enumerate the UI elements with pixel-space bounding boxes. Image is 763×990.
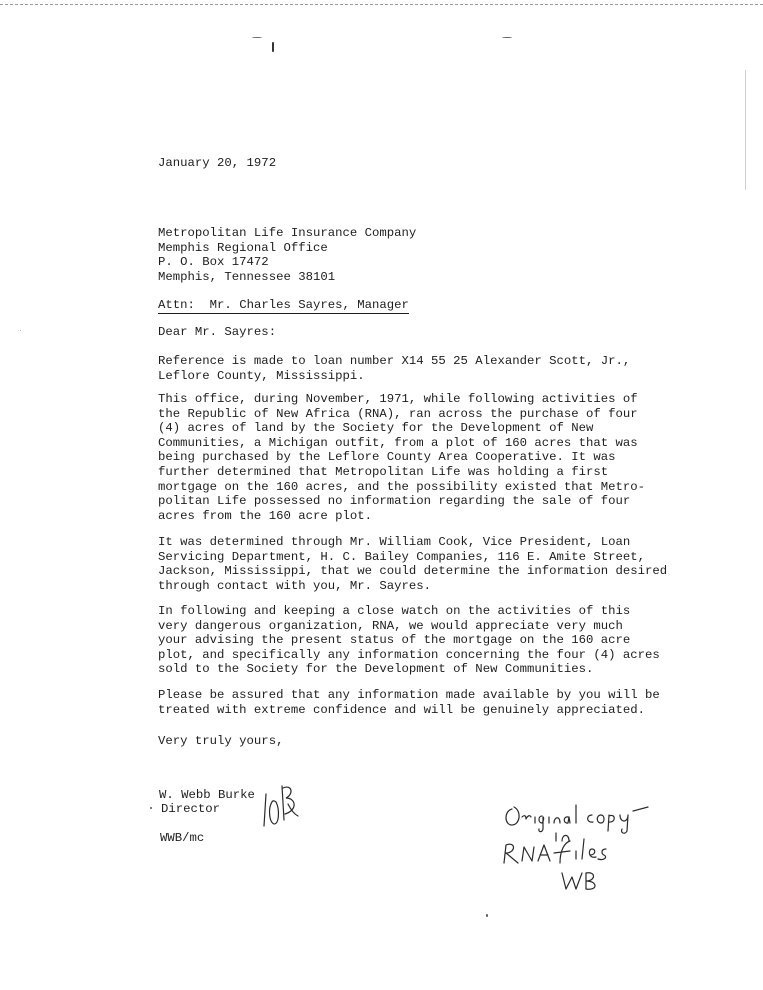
closing: Very truly yours, [158, 734, 284, 748]
address-line-city: Memphis, Tennessee 38101 [158, 269, 336, 284]
salutation: Dear Mr. Sayres: [158, 325, 277, 339]
attention-label: Attn: [158, 298, 195, 312]
handwritten-filing-note [498, 795, 658, 895]
address-line-company: Metropolitan Life Insurance Company [158, 226, 417, 240]
paragraph-confidence: Please be assured that any information made available by you will be treated with extreme confidence and will be genuinely appreciated. [158, 688, 660, 717]
scan-mark [20, 330, 21, 331]
paragraph-contact-source: It was determined through Mr. William Cook, Vice President, Loan Servicing Department, H. C. Bailey Companies, 116 E. Amite Street, Jackson, Mississippi, that we could determine the information desired through contact with you, Mr. Sayres. [158, 535, 668, 593]
signer-title: Director [161, 802, 221, 816]
attention-value: Mr. Charles Sayres, Manager [209, 298, 409, 312]
paragraph-purchase-details: This office, during November, 1971, while following activities of the Republic of New Africa (RNA), ran across the purchase of four (4) acres of land by the Society for the Development of New Communities, a Michigan outfit, from a plot of 160 acres that was being purchased by the Leflore County Area Cooperative. It was further determined that Metropolitan Life was holding a first mortgage on the 160 acres, and the possibility existed that Metro- politan Life possessed no information regarding the sale of four acres from the 160 acre plot. [158, 392, 646, 523]
handwritten-signature-initials [258, 780, 308, 832]
typist-initials: WWB/mc [160, 831, 205, 845]
scan-mark [252, 37, 262, 38]
scan-mark [502, 37, 512, 38]
page-top-edge [0, 0, 763, 5]
scan-mark [486, 914, 488, 917]
recipient-address [158, 226, 416, 284]
address-line-office: Memphis Regional Office [158, 240, 328, 255]
scan-mark [272, 42, 274, 52]
scan-mark [150, 807, 152, 809]
scan-mark [745, 70, 746, 190]
attention-line [158, 298, 409, 313]
paragraph-loan-reference: Reference is made to loan number X14 55 25 Alexander Scott, Jr., Leflore County, Mississippi. [158, 354, 631, 383]
signer-name: W. Webb Burke [159, 788, 255, 802]
address-line-box: P. O. Box 17472 [158, 255, 269, 270]
paragraph-request: In following and keeping a close watch on the activities of this very dangerous organization, RNA, we would appreciate very much your advising the present status of the mortgage on the 160 acre plot, and specifically any information concerning the four (4) acres sold to the Society for the Development of New Communities. [158, 604, 660, 677]
letter-date: January 20, 1972 [158, 156, 277, 170]
